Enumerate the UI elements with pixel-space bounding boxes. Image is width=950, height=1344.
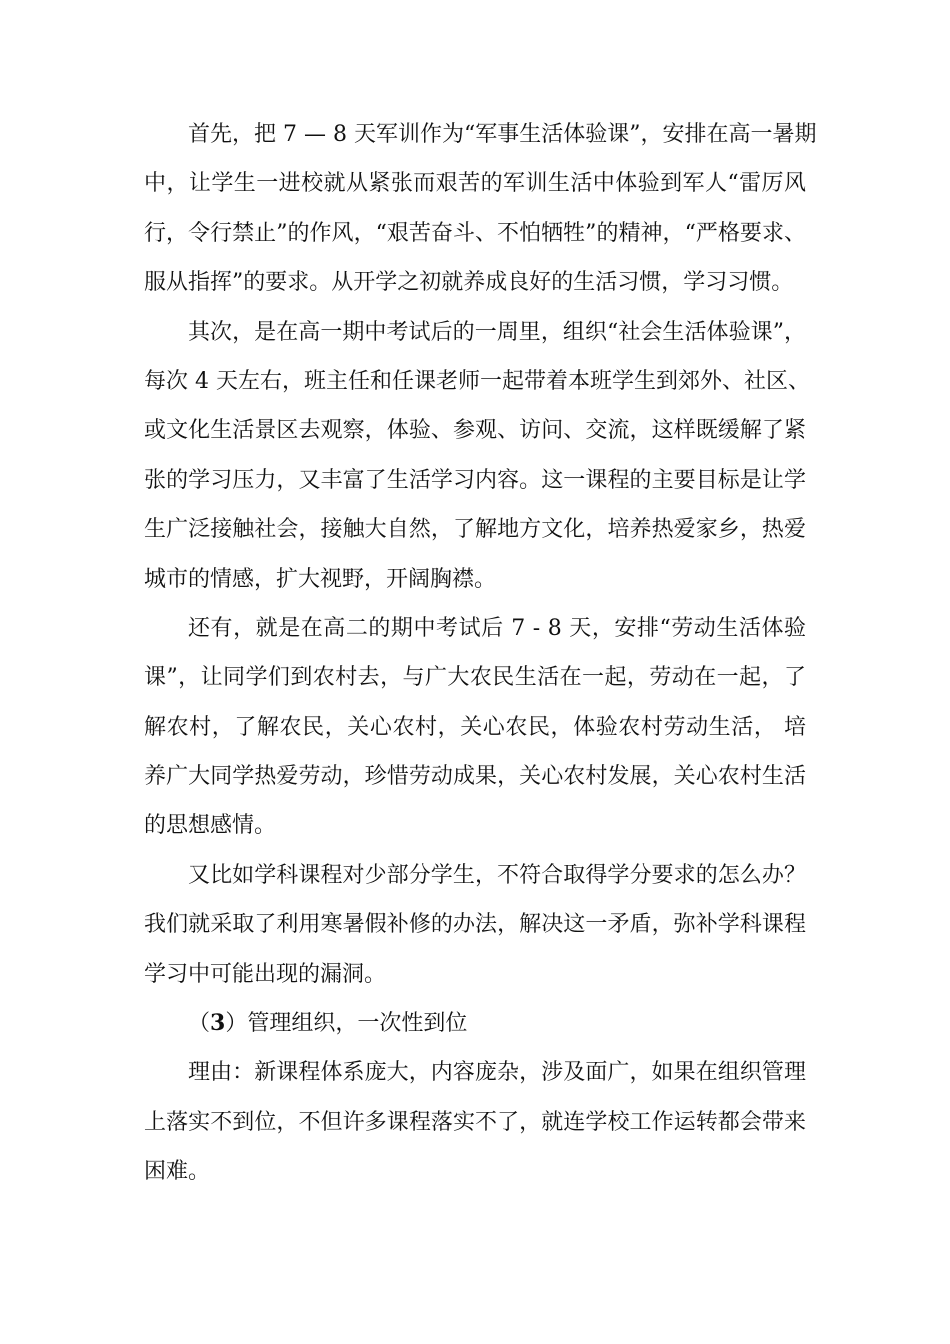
text-line: 中，让学生一进校就从紧张而艰苦的军训生活中体验到军人“雷厉风 bbox=[144, 171, 806, 197]
paragraph-labor-life bbox=[144, 604, 806, 851]
text-line: 行，令行禁止”的作风，“艰苦奋斗、不怕牺牲”的精神，“严格要求、 bbox=[144, 220, 806, 246]
paragraph-social-life bbox=[144, 308, 810, 604]
text-line: 服从指挥”的要求。从开学之初就养成良好的生活习惯，学习习惯。 bbox=[144, 270, 794, 296]
text-line: 学习中可能出现的漏洞。 bbox=[144, 961, 387, 987]
paragraph-make-up-credits bbox=[144, 851, 806, 999]
text-line: 我们就采取了利用寒暑假补修的办法，解决这一矛盾，弥补学科课程 bbox=[144, 912, 806, 938]
heading-number: 3 bbox=[210, 1010, 226, 1037]
text-line: 城市的情感，扩大视野，开阔胸襟。 bbox=[144, 566, 497, 592]
text-line: 困难。 bbox=[144, 1159, 211, 1185]
text-line: 解农村，了解农民，关心农村，关心农民，体验农村劳动生活， 培 bbox=[144, 714, 806, 740]
text-line: 上落实不到位，不但许多课程落实不了，就连学校工作运转都会带来 bbox=[144, 1109, 806, 1135]
text-line: 生广泛接触社会，接触大自然，了解地方文化，培养热爱家乡，热爱 bbox=[144, 517, 806, 543]
heading-open-paren: （ bbox=[188, 1011, 211, 1037]
text-line: 理由：新课程体系庞大，内容庞杂，涉及面广，如果在组织管理 bbox=[188, 1060, 806, 1086]
body-text bbox=[144, 110, 817, 1197]
text-line: 每次 4 天左右，班主任和任课老师一起带着本班学生到郊外、社区、 bbox=[144, 368, 810, 394]
section-heading bbox=[144, 999, 806, 1048]
text-line: 课”，让同学们到农村去，与广大农民生活在一起，劳动在一起，了 bbox=[144, 665, 806, 691]
text-line: 其次，是在高一期中考试后的一周里，组织“社会生活体验课”， bbox=[188, 319, 806, 345]
text-line: 又比如学科课程对少部分学生，不符合取得学分要求的怎么办？ bbox=[188, 862, 806, 888]
heading-close-paren: ） bbox=[225, 1011, 248, 1037]
heading-title: 管理组织，一次性到位 bbox=[247, 1011, 468, 1037]
text-line: 首先，把 7 — 8 天军训作为“军事生活体验课”，安排在高一暑期 bbox=[188, 122, 817, 147]
text-line: 还有，就是在高二的期中考试后 7 - 8 天，安排“劳动生活体验 bbox=[188, 615, 806, 641]
paragraph-reason bbox=[144, 1048, 806, 1196]
text-line: 或文化生活景区去观察，体验、参观、访问、交流，这样既缓解了紧 bbox=[144, 418, 806, 444]
text-line: 的思想感情。 bbox=[144, 813, 277, 839]
text-line: 养广大同学热爱劳动，珍惜劳动成果，关心农村发展，关心农村生活 bbox=[144, 764, 806, 790]
text-line: 张的学习压力，又丰富了生活学习内容。这一课程的主要目标是让学 bbox=[144, 467, 806, 493]
paragraph-military-training bbox=[144, 110, 817, 308]
